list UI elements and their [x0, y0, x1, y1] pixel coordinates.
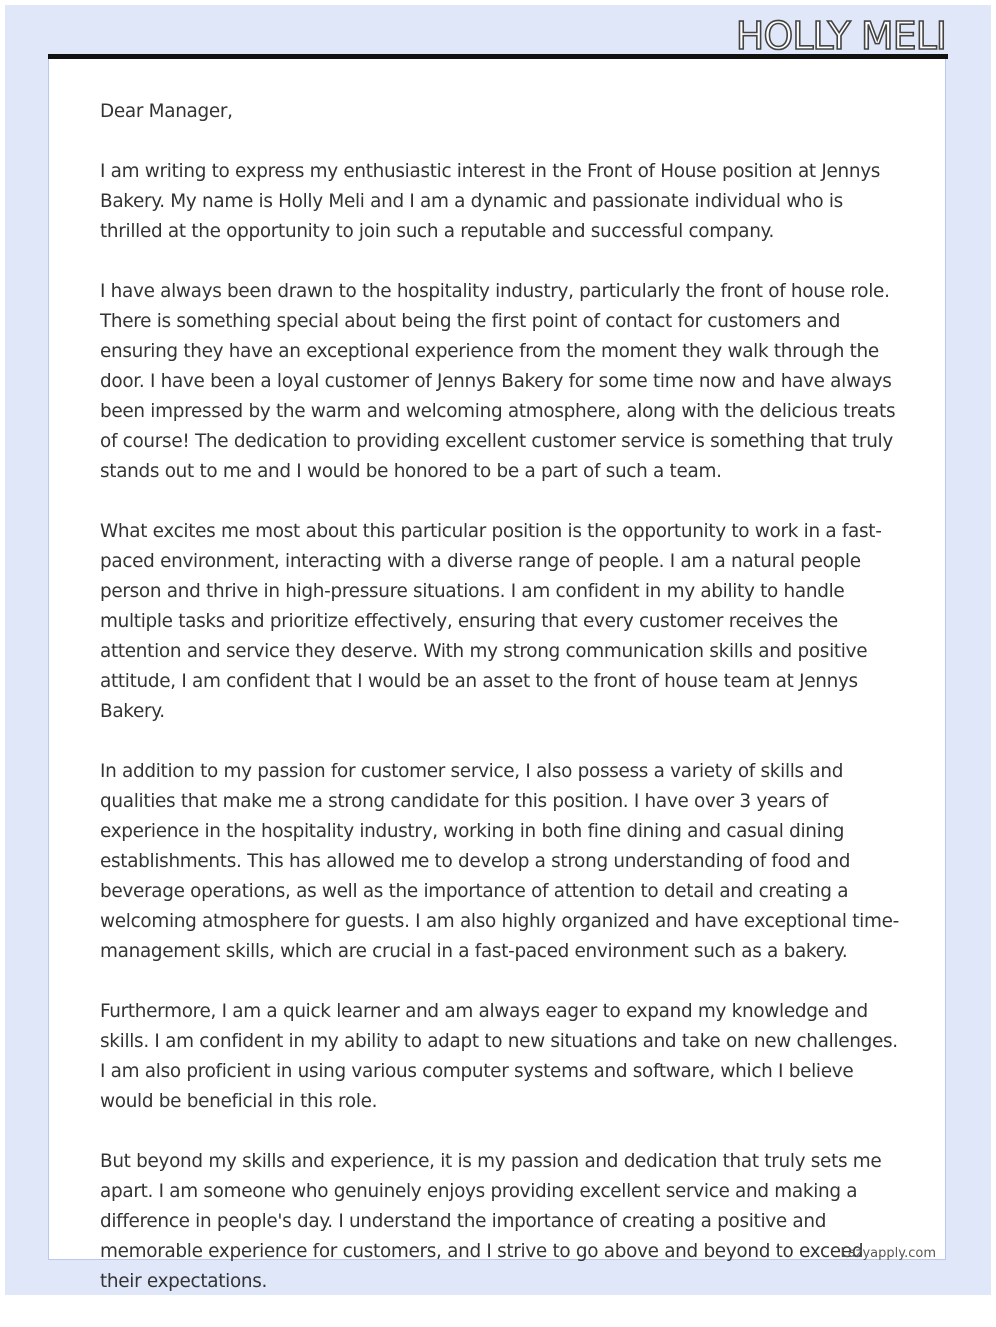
paragraph-skills: In addition to my passion for customer service, I also possess a variety of skills and qualities that make me a strong candidate for this position. I have over 3 years of experience in the hospitality industry, working in both fine dining and casual dining establishments. This has allowed me to develop a strong understanding of food and beverage operations, as well as the importance of attention to detail and creating a welcoming atmosphere for guests. I am also highly organized and have exceptional time-management skills, which are crucial in a fast-paced environment such as a bakery. [100, 761, 899, 962]
paragraph-learning: Furthermore, I am a quick learner and am always eager to expand my knowledge and skills. I am confident in my ability to adapt to new situations and take on new challenges. I am also proficient in using various computer systems and software, which I believe would be beneficial in this role. [100, 1001, 898, 1112]
paragraph-role-excitement: What excites me most about this particular position is the opportunity to work in a fast-paced environment, interacting with a diverse range of people. I am a natural people person and thrive in high-pressure situations. I am confident in my ability to handle multiple tasks and prioritize effectively, ensuring that every customer receives the attention and service they deserve. With my strong communication skills and positive attitude, I am confident that I would be an asset to the front of house team at Jennys Bakery. [100, 521, 882, 722]
applicant-name: HOLLY MELI [735, 14, 946, 58]
watermark: Lazyapply.com [840, 1246, 936, 1261]
paragraph-intro: I am writing to express my enthusiastic interest in the Front of House position at Jennys Bakery. My name is Holly Meli and I am a dynamic and passionate individual who is thrilled at the opportunity to join such a reputable and successful company. [100, 161, 881, 242]
cover-letter-body [100, 97, 900, 1327]
salutation: Dear Manager, [100, 101, 233, 122]
paragraph-motivation: I have always been drawn to the hospitality industry, particularly the front of house role. There is something special about being the first point of contact for customers and ensuring they have an exceptional experience from the moment they walk through the door. I have been a loyal customer of Jennys Bakery for some time now and have always been impressed by the warm and welcoming atmosphere, along with the delicious treats of course! The dedication to providing excellent customer service is something that truly stands out to me and I would be honored to be a part of such a team. [100, 281, 896, 482]
paragraph-passion: But beyond my skills and experience, it is my passion and dedication that truly sets me apart. I am someone who genuinely enjoys providing excellent service and making a difference in people's day. I understand the importance of creating a positive and memorable experience for customers, and I strive to go above and beyond to exceed their expectations. [100, 1151, 882, 1292]
